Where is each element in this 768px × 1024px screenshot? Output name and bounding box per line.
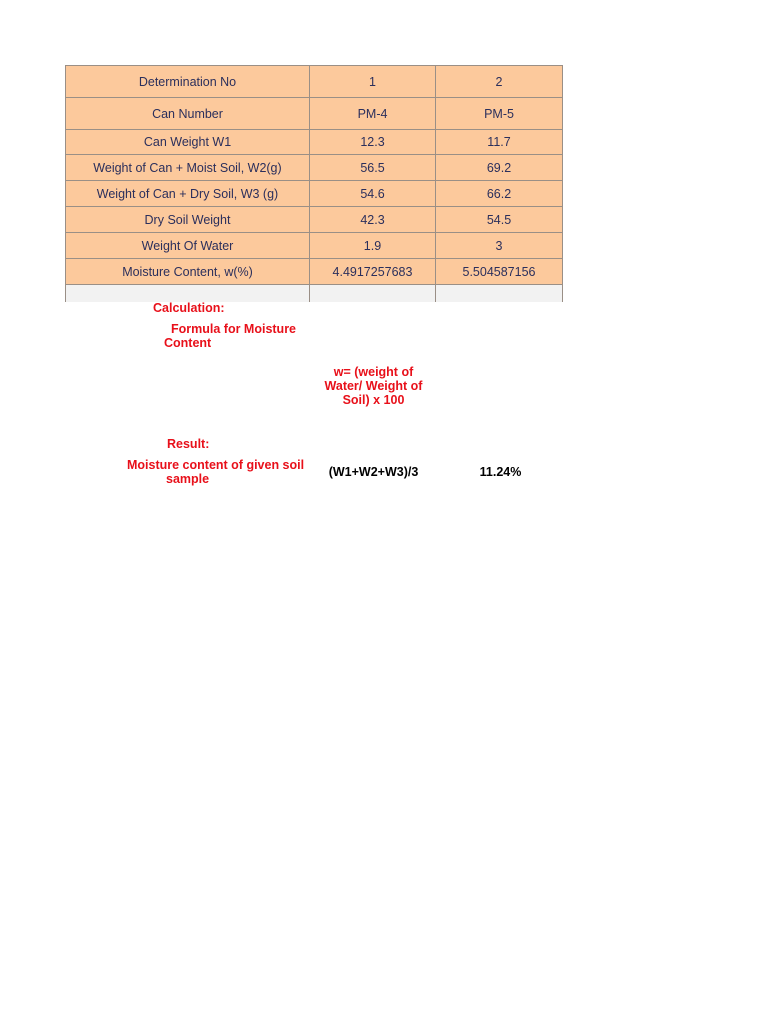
cell-determination-2[interactable]: 5.504587156 (436, 259, 563, 285)
result-value: 11.24% (479, 465, 522, 479)
table-row (66, 181, 563, 207)
result-label-line-1: Moisture content of given soil (127, 458, 305, 472)
formula-label (164, 322, 296, 350)
formula-line-3: Soil) x 100 (342, 393, 405, 407)
cell-determination-1[interactable]: 1.9 (310, 233, 436, 259)
cell-determination-2[interactable]: PM-5 (436, 98, 563, 130)
cell-determination-1[interactable]: 54.6 (310, 181, 436, 207)
table-row (66, 233, 563, 259)
cell-determination-2[interactable]: 66.2 (436, 181, 563, 207)
calculation-heading: Calculation: (153, 301, 225, 315)
row-label[interactable]: Determination No (66, 66, 310, 98)
cell-determination-2[interactable]: 54.5 (436, 207, 563, 233)
row-label[interactable]: Weight of Can + Dry Soil, W3 (g) (66, 181, 310, 207)
cell-determination-1[interactable]: 56.5 (310, 155, 436, 181)
result-heading: Result: (167, 437, 210, 451)
cell-determination-1[interactable]: 12.3 (310, 130, 436, 155)
empty-cell[interactable] (66, 285, 310, 303)
table-row (66, 259, 563, 285)
cell-determination-2[interactable]: 2 (436, 66, 563, 98)
row-label[interactable]: Dry Soil Weight (66, 207, 310, 233)
table-row (66, 98, 563, 130)
table-row (66, 130, 563, 155)
cell-determination-1[interactable]: PM-4 (310, 98, 436, 130)
row-label[interactable]: Can Weight W1 (66, 130, 310, 155)
formula-line-1: w= (weight of (333, 365, 414, 379)
cell-determination-2[interactable]: 3 (436, 233, 563, 259)
result-expression: (W1+W2+W3)/3 (328, 465, 419, 479)
table-row (66, 66, 563, 98)
cell-determination-1[interactable]: 4.4917257683 (310, 259, 436, 285)
data-table (65, 65, 563, 302)
row-label[interactable]: Can Number (66, 98, 310, 130)
formula-line-2: Water/ Weight of (324, 379, 423, 393)
cell-determination-2[interactable]: 69.2 (436, 155, 563, 181)
result-label-line-2: sample (166, 472, 210, 486)
table-row-empty (66, 285, 563, 303)
cell-determination-2[interactable]: 11.7 (436, 130, 563, 155)
empty-cell[interactable] (310, 285, 436, 303)
formula-label-line-1: Formula for Moisture (171, 322, 297, 336)
row-label[interactable]: Moisture Content, w(%) (66, 259, 310, 285)
cell-determination-1[interactable]: 42.3 (310, 207, 436, 233)
formula-text (310, 365, 437, 407)
empty-cell[interactable] (436, 285, 563, 303)
table-row (66, 207, 563, 233)
row-label[interactable]: Weight of Can + Moist Soil, W2(g) (66, 155, 310, 181)
row-label[interactable]: Weight Of Water (66, 233, 310, 259)
result-label (127, 458, 304, 486)
table-row (66, 155, 563, 181)
formula-label-line-2: Content (164, 336, 212, 350)
cell-determination-1[interactable]: 1 (310, 66, 436, 98)
